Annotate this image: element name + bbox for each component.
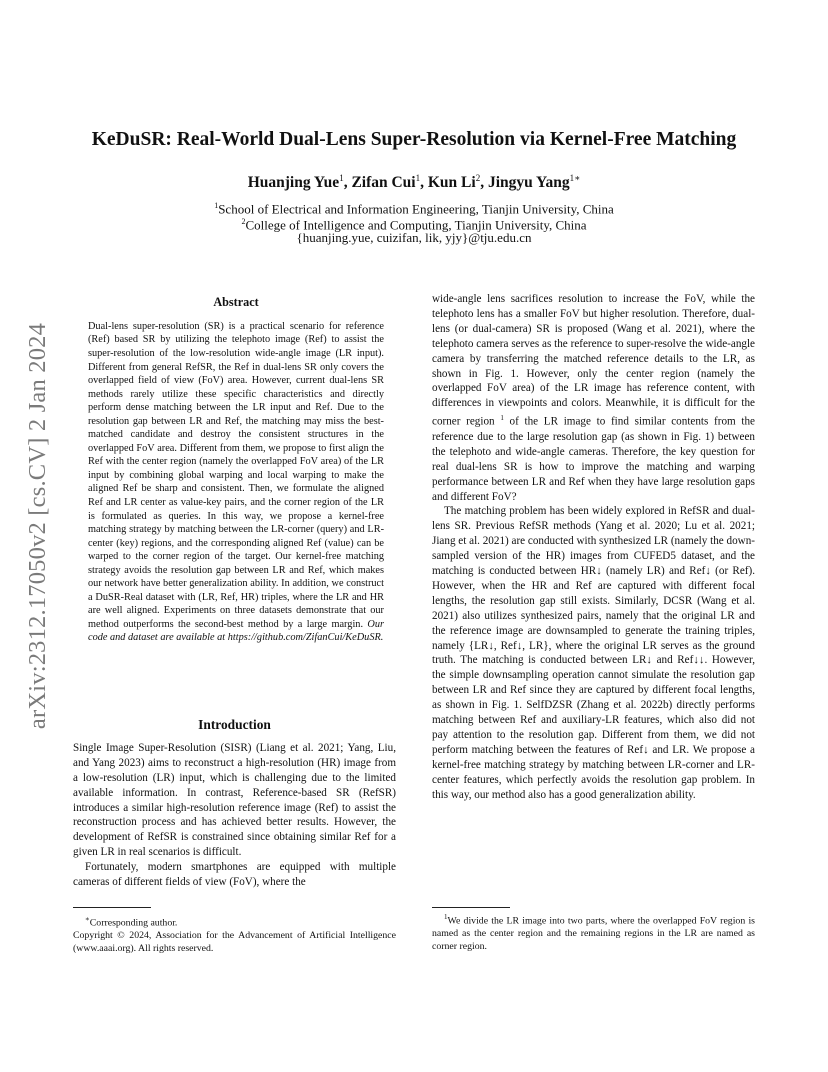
affiliation-2: $^2$College of Intelligence and Computing, Tianjin University, China	[241, 217, 587, 233]
intro-paragraph: Fortunately, modern smartphones are equipped with multiple cameras of different fields of view (FoV), where the	[73, 861, 396, 889]
author-name: Huanjing Yue	[247, 174, 340, 192]
footnote-rule	[432, 907, 510, 908]
author-name: Jingyu Yang	[487, 174, 570, 192]
footnote-rule	[73, 907, 151, 908]
body-paragraph: wide-angle lens sacrifices resolution to increase the FoV, while the telephoto lens has a smaller FoV but higher resolution. Therefore, dual-lens (or dual-camera) SR is proposed (Wang et al. 2021), where the telephoto camera serves as the reference to super-resolve the wide-angle camera by transferring the matched reference details to the LR, as shown in Fig. 1. However, only the center region (namely the overlapped FoV area) of the LR image has reference content, with differences in viewpoints and colors. Meanwhile, it is difficult for the corner region $^1$ of the LR image to find similar contents from the reference due to the large resolution gap (as shown in Fig. 1) between the telephoto and wide-angle cameras. Therefore, the key question for real dual-lens SR is how to improve the matching and warping performance between LR and Ref when they have large resolution gaps and different FoV?	[432, 293, 756, 503]
author-emails: {huanjing.yue, cuizifan, lik, yjy}@tju.edu.cn	[296, 230, 532, 245]
abstract-body: Dual-lens super-resolution (SR) is a practical scenario for reference (Ref) based SR by utilizing the telephoto image (Ref) to assist the super-resolution of the low-resolution wide-angle image (LR input). Different from general RefSR, the Ref in dual-lens SR only covers the overlapped field of view (FoV) area. However, current dual-lens SR methods rarely utilize these specific characteristics and directly perform dense matching between the LR input and Ref. Due to the resolution gap between LR and Ref, the matching may miss the best-matched candidate and destroy the consistent structures in the overlapped FoV area. Different from them, we propose to first align the Ref with the center region (namely the overlapped FoV area) of the LR input by combining global warping and local warping to make the aligned Ref be sharp and consistent. Then, we formulate the aligned Ref and LR center as value-key pairs, and the corner region of the LR is formulated as queries. In this way, we propose a kernel-free matching strategy by matching between the LR-corner (query) and LR-center (key) regions, and the corresponding aligned Ref (value) can be warped to the corner region of the target. Our kernel-free matching strategy avoids the resolution gap between LR and Ref, which makes our network have better generalization ability. In addition, we construct a DuSR-Real dataset with (LR, Ref, HR) triples, where the LR and HR are well aligned. Experiments on three datasets demonstrate that our method outperforms the second-best method by a large margin. Our code and dataset are available at https://github.com/ZifanCui/KeDuSR.	[88, 320, 384, 644]
corresponding-footnote: ∗Corresponding author.	[85, 915, 178, 929]
introduction-heading: Introduction	[198, 717, 271, 732]
intro-paragraph: Single Image Super-Resolution (SISR) (Liang et al. 2021; Yang, Liu, and Yang 2023) aims to reconstruct a high-resolution (HR) image from a low-resolution (LR) input, which is challenging due to the limited available information. In contrast, Reference-based SR (RefSR) introduces a similar high-resolution reference image (Ref) to assist the reconstruction process and has achieved better results. However, the development of RefSR is constrained since obtaining similar Ref for a given LR in real scenarios is difficult.	[73, 741, 396, 859]
abstract-heading: Abstract	[213, 295, 259, 309]
body-paragraph: The matching problem has been widely explored in RefSR and dual-lens SR. Previous RefSR methods (Yang et al. 2020; Lu et al. 2021; Jiang et al. 2021) are conducted with synthesized LR (namely the down-sampled version of the HR) images from CUFED5 dataset, and the matching is conducted between HR↓ (namely LR) and Ref↓ (or Ref). However, when the HR and Ref are captured with different focal lengths, the resolution gap still exists. Similarly, DCSR (Wang et al. 2021) also utilizes synthesized pairs, namely that the original LR and the reference image are downsampled to generate the training triples, namely {LR↓, Ref↓, LR}, where the original LR serves as the ground truth. The matching is conducted between LR↓ and Ref↓↓. However, the simple downsampling operation cannot simulate the resolution gap between LR and Ref since they are captured by different focal lengths, as shown in Fig. 1. SelfDZSR (Zhang et al. 2022b) directly performs matching between Ref and auxiliary-LR features, which also did not pay attention to the resolution gap. Different from them, we did not perform matching between the features of Ref↓ and LR. We propose a kernel-free matching strategy by matching between LR-corner and LR-center features, which perfectly avoids the resolution gap problem. In this way, our method also has a good generalization ability.	[432, 505, 755, 801]
author-affil-mark: 1	[339, 173, 344, 183]
code-link[interactable]: Our code and dataset are available at https://github.com/ZifanCui/KeDuSR.	[88, 618, 384, 644]
arxiv-stamp	[18, 296, 58, 756]
left-footnotes	[73, 913, 396, 955]
introduction-section	[73, 718, 396, 890]
author-affil-mark: 1∗	[569, 173, 581, 183]
footnote-mark: 1	[500, 414, 504, 423]
arxiv-stamp-text: arXiv:2312.17050v2 [cs.CV] 2 Jan 2024	[24, 322, 51, 730]
author-list: Huanjing Yue$^1$, Zifan Cui$^1$, Kun Li$^2$, Jingyu Yang$^{1∗}$	[247, 173, 581, 192]
copyright-notice: Copyright © 2024, Association for the Advancement of Artificial Intelligence (www.aaai.org). All rights reserved.	[73, 930, 396, 955]
right-footnote: $^1$We divide the LR image into two parts, where the overlapped FoV region is named as the center region and the remaining regions in the LR are named as corner region.	[432, 913, 755, 953]
author-affil-mark: 1	[415, 173, 421, 183]
right-column	[432, 292, 755, 803]
author-name: Zifan Cui	[351, 174, 416, 192]
abstract-section	[88, 295, 384, 645]
paper-title: KeDuSR: Real-World Dual-Lens Super-Resolution via Kernel-Free Matching	[91, 129, 737, 150]
author-affil-mark: 2	[475, 173, 481, 183]
affiliation-1: $^1$School of Electrical and Information Engineering, Tianjin University, China	[214, 201, 614, 217]
author-name: Kun Li	[427, 174, 476, 192]
